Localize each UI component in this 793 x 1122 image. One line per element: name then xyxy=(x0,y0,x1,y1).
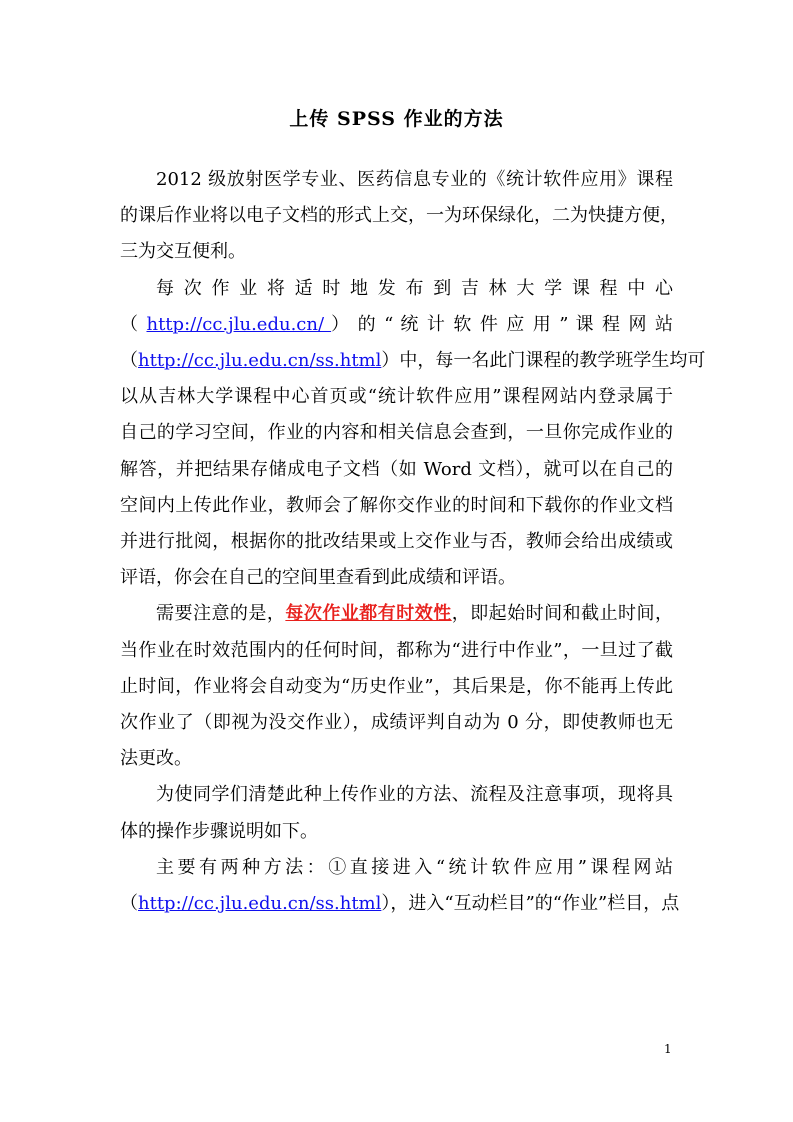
paragraph-line: 止时间，作业将会自动变为“历史作业”，其后果是，你不能再上传此 xyxy=(120,675,673,697)
paragraph-line xyxy=(120,596,673,632)
paragraph-line: 次作业了（即视为没交作业），成绩评判自动为 0 分，即使教师也无 xyxy=(120,712,673,734)
paragraph-line: 2012 级放射医学专业、医药信息专业的《统计软件应用》课程 xyxy=(156,169,673,190)
paragraph-line: 的课后作业将以电子文档的形式上交，一为环保绿化，二为快捷方便， xyxy=(120,205,678,227)
paragraph-line: 为使同学们清楚此种上传作业的方法、流程及注意事项，现将具 xyxy=(156,784,673,806)
text-fragment: ）中，每一名此门课程的教学班学生均可 xyxy=(381,350,706,372)
paragraph-line: 空间内上传此作业，教师会了解你交作业的时间和下载你的作业文档 xyxy=(120,494,673,516)
course-site-link-2[interactable]: http://cc.jlu.edu.cn/ss.html xyxy=(138,893,382,915)
page-number: 1 xyxy=(664,1042,672,1056)
paragraph-submission xyxy=(120,271,706,597)
paragraph-line: 主要有两种方法：①直接进入“统计软件应用”课程网站 xyxy=(156,856,673,878)
paragraph-line: 三为交互便利。 xyxy=(120,241,246,263)
paragraph-line: 以从吉林大学课程中心首页或“统计软件应用”课程网站内登录属于 xyxy=(120,386,673,408)
paragraph-line: 评语，你会在自己的空间里查看到此成绩和评语。 xyxy=(120,567,516,589)
deadline-emphasis: 每次作业都有时效性 xyxy=(285,603,452,625)
text-fragment: （ xyxy=(120,350,138,372)
paragraph-line xyxy=(120,886,680,922)
course-site-link[interactable]: http://cc.jlu.edu.cn/ss.html xyxy=(138,350,382,372)
paragraph-deadline xyxy=(120,596,673,777)
paragraph-methods xyxy=(120,850,680,922)
paragraph-line: 自己的学习空间，作业的内容和相关信息会查到，一旦你完成作业的 xyxy=(120,422,673,444)
paragraph-line: 解答，并把结果存储成电子文档（如 Word 文档），就可以在自己的 xyxy=(120,458,673,480)
paragraph-line: 并进行批阅，根据你的批改结果或上交作业与否，教师会给出成绩或 xyxy=(120,531,673,553)
text-fragment: （ xyxy=(120,893,138,915)
document-body xyxy=(120,162,706,922)
paragraph-purpose xyxy=(120,777,673,849)
text-fragment: 需要注意的是， xyxy=(156,603,286,625)
paragraph-line xyxy=(120,307,673,343)
text-fragment: （ xyxy=(120,313,147,335)
page-title: 上传 SPSS 作业的方法 xyxy=(289,108,504,130)
text-fragment: ），进入“互动栏目”的“作业”栏目，点 xyxy=(381,893,680,915)
text-fragment: ） 的 “ 统 计 软 件 应 用 ” 课 程 网 站 xyxy=(331,313,673,335)
paragraph-line xyxy=(120,343,706,379)
text-fragment: ，即起始时间和截止时间， xyxy=(451,603,674,625)
paragraph-line: 当作业在时效范围内的任何时间，都称为“进行中作业”，一旦过了截 xyxy=(120,639,673,661)
paragraph-intro xyxy=(120,162,678,271)
paragraph-line: 法更改。 xyxy=(120,748,192,770)
paragraph-line: 体的操作步骤说明如下。 xyxy=(120,820,318,842)
paragraph-line: 每 次 作 业 将 适 时 地 发 布 到 吉 林 大 学 课 程 中 心 xyxy=(156,277,673,299)
course-center-link[interactable]: http://cc.jlu.edu.cn/ xyxy=(146,313,332,335)
